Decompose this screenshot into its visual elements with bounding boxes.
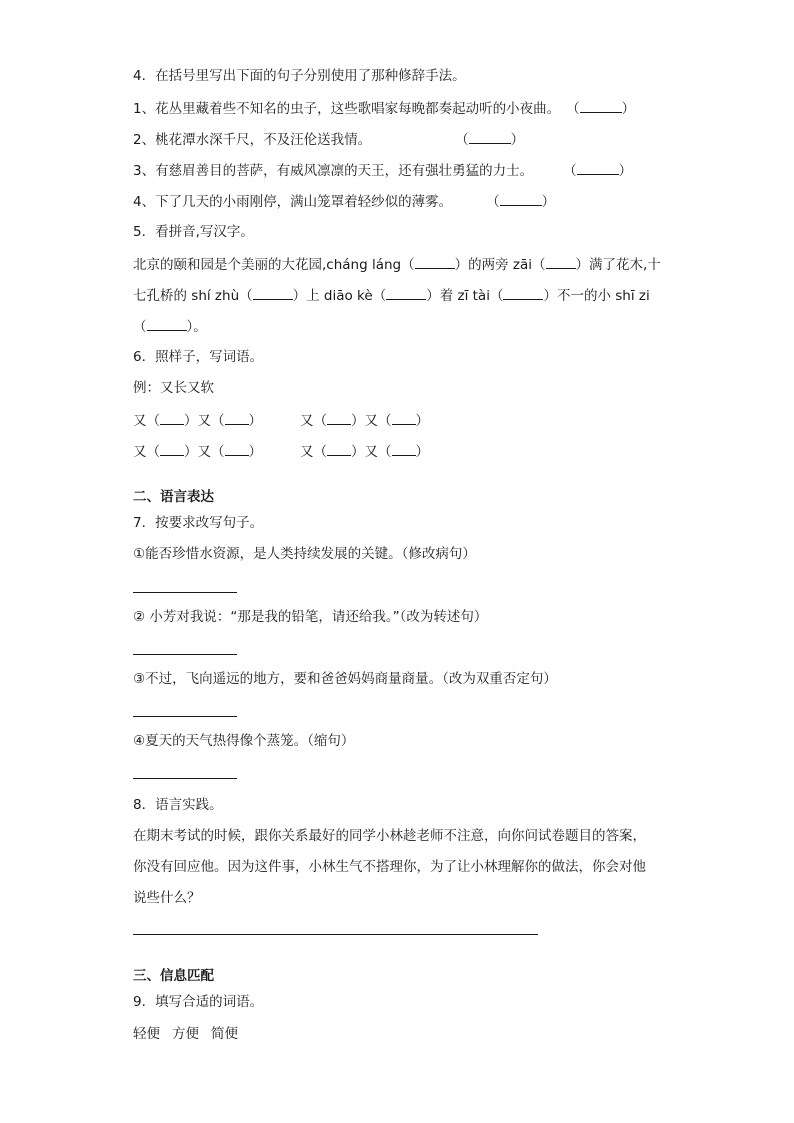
answer-blank[interactable] (469, 129, 511, 144)
q8-text-line-2: 你没有回应他。因为这件事，小林生气不搭理你，为了让小林理解你的做法，你会对他 (133, 859, 646, 875)
q8-text-line-1: 在期末考试的时候，跟你关系最好的同学小林趁老师不注意，向你问试卷题目的答案， (133, 828, 646, 844)
answer-blank[interactable] (392, 410, 416, 425)
q6-lp: （ (313, 413, 327, 429)
q5-text: 七孔桥的 shí zhù（ (133, 288, 253, 304)
answer-line[interactable] (133, 592, 237, 593)
q5-text: 北京的颐和园是个美丽的大花园,cháng láng（ (133, 257, 415, 273)
answer-blank[interactable] (415, 254, 455, 269)
q4-item-1-rp: ） (621, 101, 636, 117)
q6-char: 又 (197, 413, 211, 429)
q6-row-2 (133, 441, 429, 461)
q4-item-2 (133, 129, 524, 149)
q4-item-2-rp: ） (510, 132, 525, 148)
q4-item-3 (133, 160, 632, 180)
q6-row-1 (133, 410, 429, 430)
q6-lp: （ (313, 444, 327, 460)
q5-line-1 (133, 254, 661, 274)
q4-title: 4．在括号里写出下面的句子分别使用了那种修辞手法。 (133, 68, 466, 84)
q7-title: 7．按要求改写句子。 (133, 515, 264, 531)
answer-blank[interactable] (546, 254, 576, 269)
answer-blank[interactable] (160, 441, 184, 456)
q9-word: 方便 (172, 1026, 199, 1042)
q4-item-3-lp: （ (563, 163, 577, 179)
q9-title: 9．填写合适的词语。 (133, 994, 264, 1010)
answer-blank[interactable] (386, 285, 426, 300)
q5-title: 5．看拼音,写汉字。 (133, 224, 254, 240)
answer-blank[interactable] (225, 441, 249, 456)
q6-lp: （ (146, 444, 160, 460)
q5-text: ）上 diāo kè（ (292, 288, 387, 304)
q6-rp: ） (248, 413, 262, 429)
q6-rp: ） (351, 413, 365, 429)
section-heading-2: 二、语言表达 (133, 489, 214, 505)
answer-blank[interactable] (500, 191, 542, 206)
q9-word: 轻便 (133, 1026, 160, 1042)
q4-item-3-rp: ） (618, 163, 633, 179)
q6-lp: （ (211, 413, 225, 429)
answer-blank[interactable] (580, 98, 622, 113)
answer-blank[interactable] (147, 316, 187, 331)
q5-lp: （ (133, 319, 147, 335)
q6-lp: （ (146, 413, 160, 429)
q4-item-4-lp: （ (486, 194, 500, 210)
q6-rp: ） (184, 413, 198, 429)
answer-blank[interactable] (392, 441, 416, 456)
answer-blank[interactable] (327, 410, 351, 425)
q5-text: ）着 zī tài（ (426, 288, 504, 304)
answer-blank[interactable] (503, 285, 543, 300)
q7-item-3: ③不过，飞向遥远的地方，要和爸爸妈妈商量商量。（改为双重否定句） (133, 671, 557, 687)
answer-blank[interactable] (225, 410, 249, 425)
q9-word-list (133, 1025, 238, 1043)
q4-item-4-text: 4、下了几天的小雨刚停，满山笼罩着轻纱似的薄雾。 (133, 194, 453, 210)
q6-char: 又 (364, 413, 378, 429)
q7-item-1: ①能否珍惜水资源，是人类持续发展的关键。（修改病句） (133, 546, 476, 562)
q5-text: ）满了花木,十 (575, 257, 661, 273)
answer-line[interactable] (133, 654, 237, 655)
q9-word: 简便 (211, 1026, 238, 1042)
q5-line-2 (133, 285, 650, 305)
q6-rp: ） (248, 444, 262, 460)
answer-blank[interactable] (327, 441, 351, 456)
q6-rp: ） (184, 444, 198, 460)
q4-item-1 (133, 98, 635, 118)
q5-text: ）不一的小 shī zi (543, 288, 650, 304)
answer-blank[interactable] (253, 285, 293, 300)
q7-item-4: ④夏天的天气热得像个蒸笼。（缩句） (133, 733, 355, 749)
q6-lp: （ (211, 444, 225, 460)
answer-line[interactable] (133, 778, 237, 779)
q6-char: 又 (300, 413, 314, 429)
q8-title: 8．语言实践。 (133, 797, 223, 813)
q6-char: 又 (300, 444, 314, 460)
q6-rp: ） (415, 444, 429, 460)
q5-line-3 (133, 316, 207, 336)
q4-item-4-rp: ） (541, 194, 556, 210)
q8-text-line-3: 说些什么？ (133, 890, 201, 906)
q4-item-2-lp: （ (455, 132, 469, 148)
q7-item-2: ② 小芳对我说：“那是我的铅笔，请还给我。”（改为转述句） (133, 609, 488, 625)
answer-line[interactable] (133, 716, 237, 717)
q5-text: ）的两旁 zāi（ (454, 257, 546, 273)
answer-line[interactable] (133, 934, 538, 935)
answer-blank[interactable] (577, 160, 619, 175)
q6-lp: （ (378, 444, 392, 460)
q6-char: 又 (133, 413, 147, 429)
q6-lp: （ (378, 413, 392, 429)
q4-item-2-text: 2、桃花潭水深千尺，不及汪伦送我情。 (133, 132, 372, 148)
q5-text: ）。 (186, 319, 207, 335)
answer-blank[interactable] (160, 410, 184, 425)
q4-item-3-text: 3、有慈眉善目的菩萨，有威风凛凛的天王，还有强壮勇猛的力士。 (133, 163, 534, 179)
q6-rp: ） (415, 413, 429, 429)
q4-item-1-text: 1、花丛里藏着些不知名的虫子，这些歌唱家每晚都奏起动听的小夜曲。 (133, 101, 561, 117)
q6-char: 又 (197, 444, 211, 460)
q6-title: 6．照样子，写词语。 (133, 349, 264, 365)
section-heading-3: 三、信息匹配 (133, 968, 214, 984)
q6-rp: ） (351, 444, 365, 460)
q6-char: 又 (133, 444, 147, 460)
q4-item-1-lp: （ (566, 101, 580, 117)
q6-char: 又 (364, 444, 378, 460)
q6-example: 例：又长又软 (133, 380, 214, 396)
q4-item-4 (133, 191, 555, 211)
